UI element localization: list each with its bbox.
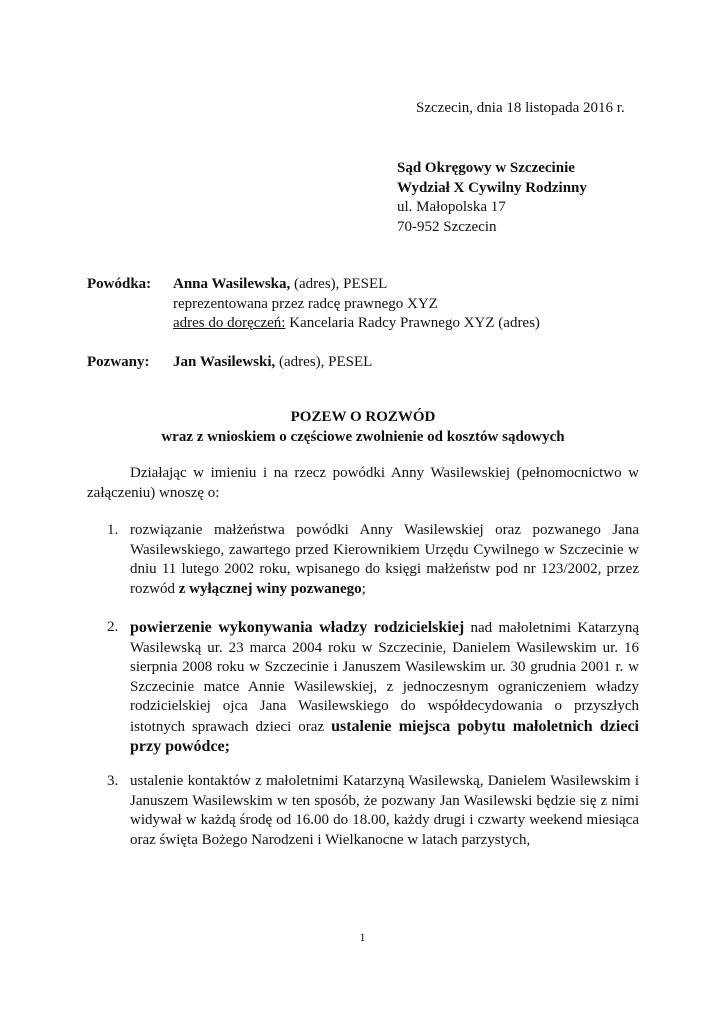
document-title (87, 408, 639, 447)
list-item (87, 618, 639, 758)
court-division: Wydział X Cywilny Rodzinny (397, 179, 587, 196)
service-address-value: Kancelaria Radcy Prawnego XYZ (adres) (285, 315, 540, 331)
defendant-name: Jan Wasilewski, (173, 354, 276, 370)
page-number: 1 (359, 930, 366, 944)
list-item-text: rozwiązanie małżeństwa powódki Anny Wasilewskiej oraz pozwanego Jana Wasilewskiego, zawartego przed Kierownikiem Urzędu Cywilnego w Szczecinie w dniu 11 lutego 2002 roku, wpisanego do księgi małżeństw pod nr 123/2002, przez rozwód (130, 522, 639, 597)
list-item-text-end: ; (361, 580, 366, 597)
defendant-details: (adres), PESEL (275, 354, 373, 370)
court-name: Sąd Okręgowy w Szczecinie (397, 160, 575, 176)
plaintiff-representation: reprezentowana przez radcę prawnego XYZ (173, 295, 438, 312)
title-line-2: wraz z wnioskiem o częściowe zwolnienie od kosztów sądowych (161, 428, 565, 445)
list-item-bold-text: powierzenie wykonywania władzy rodzicielskiej (130, 619, 465, 636)
list-item-bold-text-end: ustalenie miejsca pobytu małoletnich dzieci przy powódce; (130, 717, 639, 755)
title-line-1: POZEW O ROZWÓD (290, 409, 436, 425)
court-street: ul. Małopolska 17 (397, 199, 506, 215)
list-item-bold-text: z wyłącznej winy pozwanego (178, 580, 362, 597)
list-item (87, 521, 639, 599)
list-item-number: 1. (107, 522, 119, 538)
court-city: 70-952 Szczecin (397, 218, 497, 235)
defendant-block (87, 353, 647, 373)
list-item-number: 2. (107, 619, 119, 635)
list-item (87, 772, 639, 850)
date-line: Szczecin, dnia 18 listopada 2016 r. (416, 100, 625, 116)
defendant-role: Pozwany: (87, 354, 150, 370)
intro-paragraph: Działając w imieniu i na rzecz powódki Anny Wasilewskiej (pełnomocnictwo w załączeniu) wnoszę o: (87, 465, 639, 501)
service-address-label: adres do doręczeń: (173, 315, 286, 331)
list-item-text: ustalenie kontaktów z małoletnimi Katarzyną Wasilewską, Danielem Wasilewskim i Januszem Wasilewskim w ten sposób, że pozwany Jan Wasilewski będzie się z nimi widywał w każdą środę od 16.00 do 18.00, każdy drugi i czwarty weekend miesiąca oraz święta Bożego Narodzeni i Wielkanocne w latach parzystych, (130, 773, 639, 848)
court-address (397, 159, 587, 237)
plaintiff-details: (adres), PESEL (290, 276, 388, 292)
plaintiff-block (87, 275, 647, 334)
plaintiff-name: Anna Wasilewska, (173, 276, 291, 292)
list-item-text: nad małoletnimi Katarzyną Wasilewską ur. 23 marca 2004 roku w Szczecinie, Danielem Wasilewskim ur. 16 sierpnia 2008 roku w Szczecinie i Januszem Wasilewskim ur. 30 grudnia 2001 r. w Szczecinie matce Annie Wasilewskiej, z jednoczesnym ograniczeniem władzy rodzicielskiej ojca Jana Wasilewskiego do współdecydowania o przyszłych istotnych sprawach dzieci oraz (130, 620, 639, 735)
list-item-number: 3. (107, 773, 119, 789)
plaintiff-role: Powódka: (87, 276, 152, 292)
